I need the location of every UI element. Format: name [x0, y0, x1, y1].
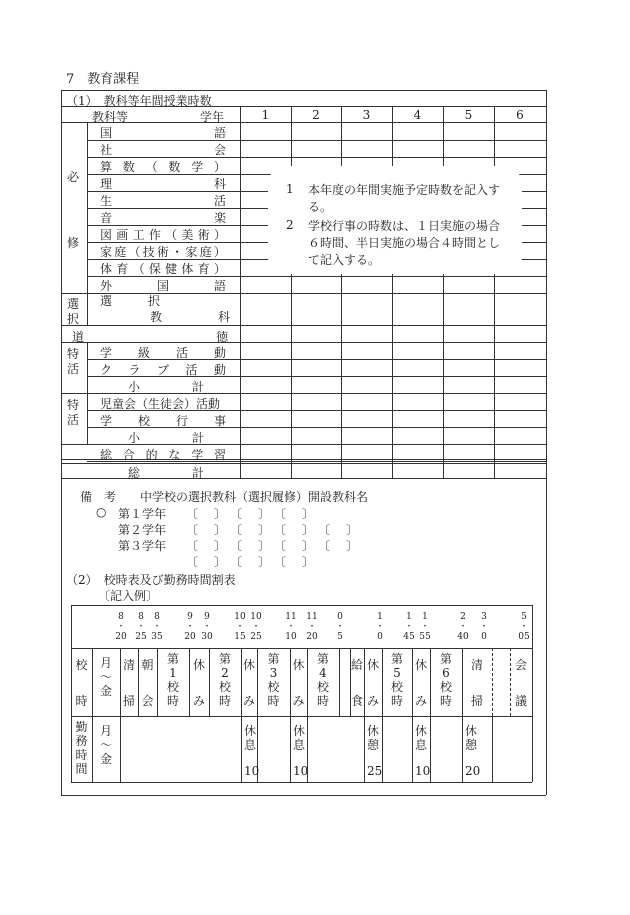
bracket-open: 〔 — [274, 539, 287, 553]
bracket-close: 〕 — [214, 539, 227, 553]
hisshu-label-2: 修 — [67, 236, 80, 250]
grade-header: 3 — [362, 108, 371, 122]
time-hour: 5 — [521, 612, 527, 622]
col-label: み — [366, 694, 379, 708]
grade-header: 6 — [516, 108, 524, 122]
bracket-close: 〕 — [346, 523, 359, 537]
day-label: 月 〜 金 — [99, 656, 112, 698]
time-hour: 1 — [422, 612, 428, 622]
required-subject: 算 数 （ 数 学 ） — [100, 160, 226, 174]
sentaku-label-2: 択 — [67, 312, 80, 326]
row-line-full — [61, 342, 546, 343]
time-min: 30 — [201, 632, 213, 642]
col-label: 掃 — [470, 694, 483, 708]
row-line-full — [61, 325, 546, 326]
bracket-open: 〔 — [318, 523, 331, 537]
tokkatsu-row: 児童会（生徒会）活動 — [100, 397, 221, 411]
header-subject-label: 教科等 — [92, 110, 129, 124]
break-label: 憩 — [465, 738, 478, 752]
col-label: 休 — [414, 658, 427, 672]
bracket-close: 〕 — [214, 507, 227, 521]
shokei-2: 小 計 — [128, 431, 204, 445]
required-subject: 国 語 — [100, 126, 226, 140]
grade-header: 4 — [413, 108, 422, 122]
required-subject: 体 育 （ 保 健 体 育 ） — [100, 262, 226, 276]
col-label: 掃 — [122, 694, 135, 708]
group-divider — [87, 122, 88, 293]
time-dot: ・ — [458, 622, 468, 632]
break-label: 休 — [244, 724, 257, 738]
hisshu-label-1: 必 — [67, 170, 80, 184]
time-dot: ・ — [136, 622, 146, 632]
time-hour: 3 — [481, 612, 487, 622]
time-dot: ・ — [116, 622, 126, 632]
bracket-open: 〔 — [274, 523, 287, 537]
biko-label: 備 考 — [80, 490, 117, 504]
col-label: 第 2 校 時 — [218, 652, 231, 708]
col-line — [290, 716, 291, 782]
col-label: 第 3 校 時 — [267, 652, 280, 708]
bracket-open: 〔 — [186, 523, 199, 537]
time-dot: ・ — [420, 622, 430, 632]
time-dot: ・ — [202, 622, 212, 632]
break-label: 休 — [293, 724, 306, 738]
notes-callout — [268, 166, 522, 274]
note-1-num: 1 — [286, 182, 294, 196]
time-dot: ・ — [235, 622, 245, 632]
time-hour: 11 — [285, 612, 297, 622]
break-minutes: 10 — [244, 764, 260, 778]
time-dot: ・ — [152, 622, 162, 632]
break-label: 休 — [465, 724, 478, 738]
col-label: 休 — [292, 658, 305, 672]
sokei: 総 計 — [128, 466, 204, 480]
time-min: 20 — [306, 632, 318, 642]
biko-grade: 第３学年 — [118, 539, 167, 553]
col-line — [462, 716, 463, 782]
bracket-open: 〔 — [230, 523, 243, 537]
time-min: 10 — [285, 632, 297, 642]
col-label: 休 — [366, 658, 379, 672]
dotoku-2: 徳 — [216, 330, 229, 344]
bracket-close: 〕 — [302, 539, 315, 553]
time-hour: 9 — [187, 612, 193, 622]
time-dot: ・ — [286, 622, 296, 632]
bracket-close: 〕 — [302, 523, 315, 537]
time-dot: ・ — [185, 622, 195, 632]
col-label: 第 5 校 時 — [390, 652, 403, 708]
shokei-1: 小 計 — [128, 380, 204, 394]
col-label: 議 — [514, 694, 527, 708]
break-label: 休 — [367, 724, 380, 738]
bracket-open: 〔 — [186, 539, 199, 553]
bracket-open: 〔 — [230, 539, 243, 553]
time-hour: 0 — [337, 612, 343, 622]
bracket-close: 〕 — [258, 507, 271, 521]
time-hour: 9 — [204, 612, 210, 622]
time-dot: ・ — [335, 622, 345, 632]
col-label: 朝 — [141, 658, 154, 672]
col-line — [412, 716, 413, 782]
part2-heading: （2） 校時表及び勤務時間割表 — [66, 573, 236, 587]
part1-heading: （1） 教科等年間授業時数 — [66, 94, 212, 108]
bracket-open: 〔 — [274, 507, 287, 521]
time-min: 05 — [518, 632, 530, 642]
kouji-2: 時 — [75, 694, 88, 708]
time-dot: ・ — [479, 622, 489, 632]
grade-col-line — [240, 106, 241, 478]
biko-bullet: ○ — [96, 505, 107, 519]
break-label: 息 — [293, 738, 306, 752]
bracket-open: 〔 — [230, 507, 243, 521]
col-label: 清 — [470, 658, 483, 672]
time-min: 20 — [184, 632, 196, 642]
bracket-open: 〔 — [274, 555, 287, 569]
break-label: 憩 — [367, 738, 380, 752]
col-label: 休 — [242, 658, 255, 672]
required-subject: 理 科 — [100, 177, 226, 191]
grade-header: 5 — [464, 108, 473, 122]
group-divider — [87, 393, 88, 444]
time-dot: ・ — [404, 622, 414, 632]
required-subject: 家 庭 （ 技 術 ・ 家 庭 ） — [100, 245, 226, 259]
bracket-close: 〕 — [258, 539, 271, 553]
col-label: み — [192, 694, 205, 708]
col-label: 休 — [192, 658, 205, 672]
dotoku-1: 道 — [72, 330, 85, 344]
col-line — [492, 648, 493, 716]
tokkatsu-row: ク ラ ブ 活 動 — [100, 363, 226, 377]
biko-grade: 第１学年 — [118, 507, 167, 521]
grade-header: 1 — [261, 108, 270, 122]
break-label: 息 — [244, 738, 257, 752]
bracket-open: 〔 — [230, 555, 243, 569]
group-divider — [87, 293, 88, 325]
time-min: 20 — [115, 632, 127, 642]
group-divider — [87, 342, 88, 393]
time-min: 35 — [151, 632, 163, 642]
col-label: 第 6 校 時 — [439, 652, 452, 708]
time-min: 0 — [481, 632, 487, 642]
sogo: 総 合 的 な 学 習 — [100, 448, 226, 462]
col-label: 会 — [514, 658, 527, 672]
note-2-num: 2 — [286, 218, 294, 232]
col-label: 会 — [141, 694, 154, 708]
break-minutes: 20 — [465, 764, 481, 778]
grade-col-line — [291, 106, 292, 478]
bracket-close: 〕 — [258, 523, 271, 537]
col-line — [241, 716, 242, 782]
tokkatsu-label-b2: 活 — [67, 413, 80, 427]
bracket-close: 〕 — [258, 555, 271, 569]
time-hour: 11 — [306, 612, 318, 622]
col-label: み — [242, 694, 255, 708]
biko-grade: 第２学年 — [118, 523, 167, 537]
col-line — [492, 716, 493, 782]
biko-text: 中学校の選択教科（選択履修）開設教科名 — [140, 490, 369, 504]
time-hour: 1 — [406, 612, 412, 622]
col-line — [364, 716, 365, 782]
time-hour: 10 — [250, 612, 262, 622]
required-subject: 外 国 語 — [100, 279, 226, 293]
time-hour: 8 — [154, 612, 160, 622]
bracket-close: 〕 — [214, 523, 227, 537]
tokkatsu-label-b1: 特 — [67, 398, 80, 412]
grade-col-line — [392, 106, 393, 478]
sentaku-label-1: 選 — [67, 297, 80, 311]
time-hour: 8 — [138, 612, 144, 622]
kouji-1: 校 — [75, 658, 88, 672]
col-label: み — [292, 694, 305, 708]
tokkatsu-row: 学 級 活 動 — [100, 346, 226, 360]
required-subject: 図 画 工 作 （ 美 術 ） — [100, 228, 226, 242]
time-dot: ・ — [307, 622, 317, 632]
tokkatsu-label-a1: 特 — [67, 347, 80, 361]
time-min: 25 — [135, 632, 147, 642]
bracket-open: 〔 — [318, 539, 331, 553]
time-dot: ・ — [251, 622, 261, 632]
time-min: 25 — [250, 632, 262, 642]
col-label: 第 1 校 時 — [166, 652, 179, 708]
time-min: 40 — [457, 632, 469, 642]
grade-header: 2 — [312, 108, 320, 122]
time-min: 0 — [377, 632, 383, 642]
time-min: 5 — [337, 632, 343, 642]
col-label: 清 — [122, 658, 135, 672]
time-hour: 10 — [234, 612, 246, 622]
break-minutes: 10 — [293, 764, 309, 778]
kinmu-day: 月 〜 金 — [99, 724, 112, 766]
bracket-open: 〔 — [186, 507, 199, 521]
note-2-text: 学校行事の時数は、１日実施の場合６時間、半日実施の場合４時間として記入する。 — [308, 219, 501, 267]
time-hour: 8 — [118, 612, 124, 622]
tokkatsu-row: 学 校 行 事 — [100, 414, 226, 428]
note-1-text: 本年度の年間実施予定時数を記入する。 — [308, 183, 501, 214]
time-hour: 1 — [377, 612, 383, 622]
time-hour: 2 — [460, 612, 466, 622]
bracket-close: 〕 — [302, 555, 315, 569]
time-min: 45 — [403, 632, 415, 642]
col-label: 給 — [350, 658, 363, 672]
break-label: 休 — [415, 724, 428, 738]
bracket-close: 〕 — [302, 507, 315, 521]
bracket-close: 〕 — [214, 555, 227, 569]
col-label: 第 4 校 時 — [316, 652, 329, 708]
required-subject: 社 会 — [100, 143, 226, 157]
time-min: 55 — [419, 632, 431, 642]
example-label: 〔記入例〕 — [98, 589, 159, 603]
kinmu-label: 勤 務 時 間 — [75, 720, 88, 776]
col-line — [120, 716, 121, 782]
grade-col-line — [443, 106, 444, 478]
time-min: 15 — [234, 632, 246, 642]
break-label: 息 — [415, 738, 428, 752]
required-subject: 音 楽 — [100, 211, 226, 225]
break-minutes: 10 — [415, 764, 431, 778]
time-dot: ・ — [375, 622, 385, 632]
bracket-open: 〔 — [186, 555, 199, 569]
tokkatsu-label-a2: 活 — [67, 362, 80, 376]
sentaku-subject-2: 教 科 — [150, 310, 230, 324]
grade-col-line — [341, 106, 342, 478]
header-grade-label: 学年 — [200, 110, 225, 124]
break-minutes: 25 — [367, 764, 383, 778]
col-label: 食 — [350, 694, 363, 708]
time-dot: ・ — [519, 622, 529, 632]
required-subject: 生 活 — [100, 194, 226, 208]
sentaku-subject-1: 選 択 — [100, 294, 160, 308]
grade-col-line — [494, 106, 495, 478]
bracket-close: 〕 — [346, 539, 359, 553]
col-line — [339, 648, 340, 716]
col-label: み — [414, 694, 427, 708]
section-title: 7 教育課程 — [66, 72, 140, 87]
